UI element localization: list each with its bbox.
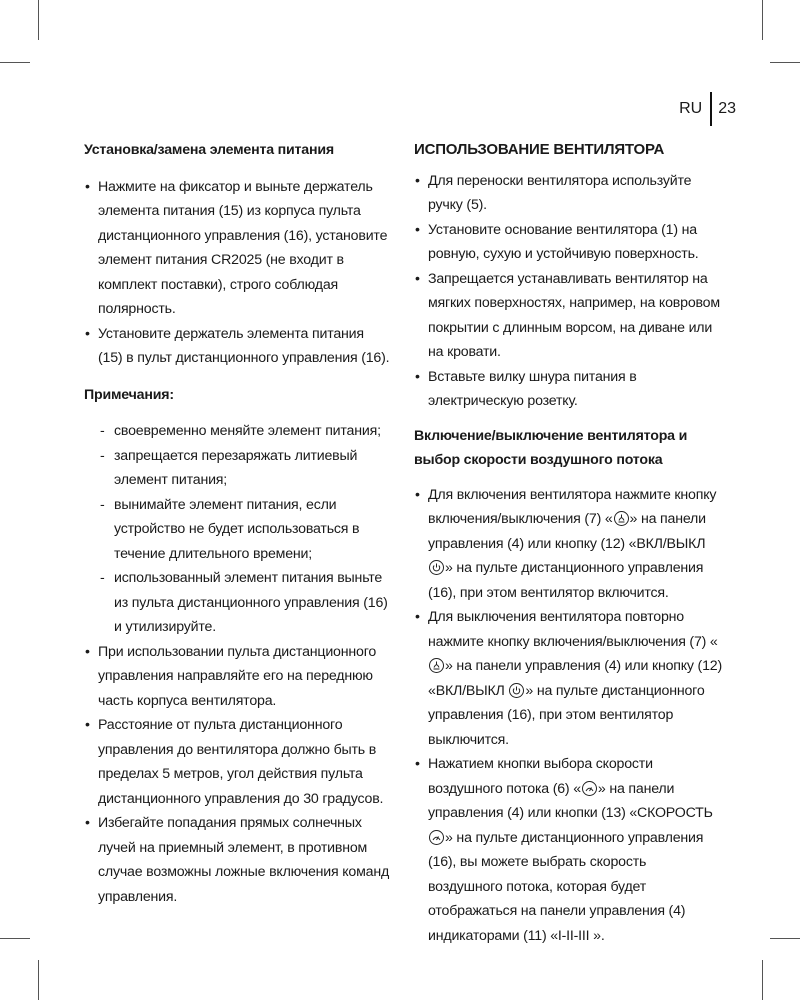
list-item: • Вставьте вилку шнура питания в электрическую розетку. bbox=[414, 365, 724, 414]
list-item: - запрещается перезаряжать литиевый элемент питания; bbox=[84, 444, 390, 493]
crop-mark bbox=[38, 0, 39, 40]
page-number: 23 bbox=[718, 100, 736, 117]
power-icon bbox=[429, 560, 444, 575]
list-item: - вынимайте элемент питания, если устройство не будет использоваться в течение длительного времени; bbox=[84, 493, 390, 567]
text-part: » на панели управления (4) или кнопку (12) «ВКЛ/ВЫКЛ bbox=[428, 658, 722, 699]
list-item: • Избегайте попадания прямых солнечных лучей на приемный элемент, в противном случае возможны ложные включения команд управления. bbox=[84, 811, 390, 909]
left-column bbox=[84, 138, 390, 909]
battery-heading: Установка/замена элемента питания bbox=[84, 142, 334, 158]
text-part: » на панели управления (4) или кнопки (13) «СКОРОСТЬ bbox=[428, 780, 713, 821]
fan-power-icon bbox=[614, 511, 629, 526]
text-part: Нажатием кнопки выбора скорости воздушного потока (6) « bbox=[428, 756, 653, 797]
list-item bbox=[414, 752, 724, 948]
remote-notes-list bbox=[84, 640, 390, 910]
notes-list bbox=[84, 419, 390, 640]
speed-icon bbox=[582, 781, 597, 796]
crop-mark bbox=[38, 960, 39, 1000]
list-item: - своевременно меняйте элемент питания; bbox=[84, 419, 390, 444]
crop-mark bbox=[770, 938, 800, 939]
battery-list bbox=[84, 175, 390, 371]
power-icon bbox=[509, 683, 524, 698]
list-item: • Расстояние от пульта дистанционного управления до вентилятора должно быть в пределах 5 метров, угол действия пульта дистанционного управления до 30 градусов. bbox=[84, 713, 390, 811]
notes-heading: Примечания: bbox=[84, 386, 174, 403]
list-item bbox=[414, 483, 724, 606]
crop-mark bbox=[0, 62, 30, 63]
text-part: » на пульте дистанционного управления (16), вы можете выбрать скорость воздушного потока, которая будет отображаться на панели управления (4) индикаторами (11) «I-II-III ». bbox=[428, 829, 704, 944]
crop-mark bbox=[762, 960, 763, 1000]
fan-power-icon bbox=[429, 658, 444, 673]
crop-mark bbox=[0, 938, 30, 939]
onoff-heading: Включение/выключение вентилятора и выбор скорости воздушного потока bbox=[414, 427, 688, 468]
page-header bbox=[679, 92, 736, 126]
crop-mark bbox=[770, 62, 800, 63]
list-item: • Запрещается устанавливать вентилятор на мягких поверхностях, например, на ковровом покрытии с длинным ворсом, на диване или на кровати. bbox=[414, 267, 724, 365]
text-part: » на пульте дистанционного управления (16), при этом вентилятор включится. bbox=[428, 560, 704, 601]
section-title: ИСПОЛЬЗОВАНИЕ ВЕНТИЛЯТОРА bbox=[414, 141, 665, 158]
right-column bbox=[414, 138, 724, 948]
text-part: » на панели управления (4) или кнопку (12) «ВКЛ/ВЫКЛ bbox=[428, 511, 706, 552]
text-part: Для выключения вентилятора повторно нажмите кнопку включения/выключения (7) « bbox=[428, 609, 718, 650]
list-item bbox=[414, 605, 724, 752]
list-item: - использованный элемент питания выньте из пульта дистанционного управления (16) и утилизируйте. bbox=[84, 566, 390, 640]
text-part: Для включения вентилятора нажмите кнопку включения/выключения (7) « bbox=[428, 486, 717, 527]
crop-mark bbox=[762, 0, 763, 40]
text-part: » на пульте дистанционного управления (16), при этом вентилятор выключится. bbox=[428, 682, 705, 748]
language-code: RU bbox=[679, 100, 703, 117]
list-item: • Для переноски вентилятора используйте ручку (5). bbox=[414, 169, 724, 218]
onoff-list bbox=[414, 483, 724, 949]
usage-list bbox=[414, 169, 724, 414]
list-item: • Нажмите на фиксатор и выньте держатель элемента питания (15) из корпуса пульта дистанционного управления (16), установите элемент питания CR2025 (не входит в комплект поставки), строго соблюдая полярность. bbox=[84, 175, 390, 322]
list-item: • Установите основание вентилятора (1) на ровную, сухую и устойчивую поверхность. bbox=[414, 218, 724, 267]
list-item: • Установите держатель элемента питания (15) в пульт дистанционного управления (16). bbox=[84, 322, 390, 371]
list-item: • При использовании пульта дистанционного управления направляйте его на переднюю часть корпуса вентилятора. bbox=[84, 640, 390, 714]
speed-icon bbox=[429, 830, 444, 845]
